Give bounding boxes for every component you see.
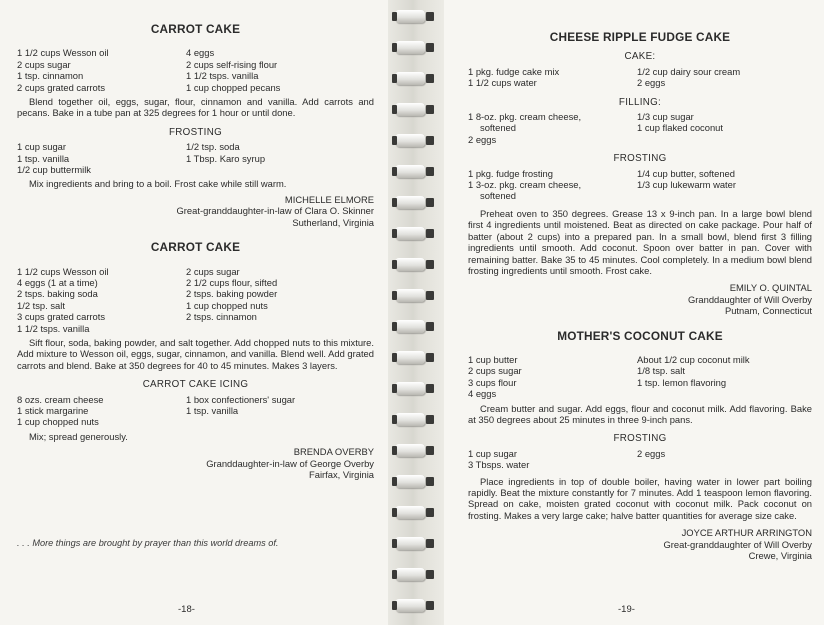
page-number: -19- bbox=[618, 604, 635, 615]
punch-hole bbox=[426, 136, 434, 145]
punch-hole bbox=[426, 570, 434, 579]
punch-hole bbox=[426, 601, 434, 610]
ingredient-column bbox=[186, 47, 374, 93]
ingredient: 2 cups sugar bbox=[186, 265, 240, 277]
ingredient: 1 8-oz. pkg. cream cheese, bbox=[468, 111, 582, 123]
punch-hole bbox=[392, 477, 397, 486]
punch-hole bbox=[426, 353, 434, 362]
signature bbox=[17, 446, 374, 480]
contributor-location: Putnam, Connecticut bbox=[724, 305, 812, 317]
recipe-title: CARROT CAKE bbox=[150, 240, 241, 255]
ingredient-column bbox=[186, 141, 374, 175]
ingredient: 1 cup chopped pecans bbox=[186, 81, 281, 93]
contributor-name: BRENDA OVERBY bbox=[293, 446, 374, 458]
ingredient: 1 1/2 cups Wesson oil bbox=[17, 47, 109, 59]
recipe-title: CHEESE RIPPLE FUDGE CAKE bbox=[549, 30, 731, 44]
punch-hole bbox=[392, 291, 397, 300]
contributor-relation: Great-granddaughter-in-law of Clara O. Skinner bbox=[176, 205, 374, 217]
spiral-coil bbox=[395, 599, 425, 612]
ingredient: softened bbox=[480, 122, 516, 134]
punch-hole bbox=[426, 167, 434, 176]
spiral-coil bbox=[395, 258, 425, 271]
section-heading: FROSTING bbox=[168, 126, 222, 138]
ingredient: 1 box confectioners' sugar bbox=[186, 393, 296, 405]
ingredient: 1 Tbsp. Karo syrup bbox=[186, 152, 266, 164]
ingredient: 2 eggs bbox=[468, 133, 497, 145]
ingredient: 1 cup butter bbox=[468, 353, 518, 365]
ingredient: 2 cups self-rising flour bbox=[186, 58, 278, 70]
directions: Blend together oil, eggs, sugar, flour, cinnamon and vanilla. Add carrots and pecans. Bake in a tube pan at 325 degrees for 1 hour or until done. bbox=[17, 96, 374, 119]
ingredient-list bbox=[17, 266, 374, 334]
ingredient-column bbox=[468, 448, 637, 471]
spiral-coil bbox=[395, 475, 425, 488]
ingredient: 1 1/2 tsps. vanilla bbox=[186, 70, 259, 82]
ingredient: 1 3-oz. pkg. cream cheese, bbox=[468, 179, 582, 191]
punch-hole bbox=[426, 74, 434, 83]
ingredient: 1 1/2 cups Wesson oil bbox=[17, 265, 109, 277]
punch-hole bbox=[426, 43, 434, 52]
spiral-coil bbox=[395, 165, 425, 178]
ingredient: 1 pkg. fudge cake mix bbox=[468, 65, 560, 77]
spiral-coil bbox=[395, 227, 425, 240]
punch-hole bbox=[392, 12, 397, 21]
punch-hole bbox=[392, 229, 397, 238]
ingredient: 1/3 cup lukewarm water bbox=[637, 179, 737, 191]
ingredient: 4 eggs (1 at a time) bbox=[17, 276, 98, 288]
spiral-coil bbox=[395, 10, 425, 23]
spiral-coil bbox=[395, 568, 425, 581]
ingredient-list bbox=[17, 394, 374, 428]
contributor-location: Fairfax, Virginia bbox=[309, 469, 374, 480]
contributor-name: EMILY O. QUINTAL bbox=[729, 282, 812, 294]
directions: Sift flour, soda, baking powder, and salt together. Add chopped nuts to this mixture. Add mixture to Wesson oil, eggs, sugar, cinnamon, and vanilla. Blend well. Add grated carrots and blend. Bake at 350 degrees for 40 to 45 minutes. Makes 3 layers. bbox=[17, 336, 374, 371]
ingredient: 1 tsp. vanilla bbox=[186, 404, 239, 416]
ingredient-column bbox=[637, 111, 812, 145]
ingredient: 1/2 tsp. salt bbox=[17, 299, 65, 311]
ingredient-column bbox=[186, 394, 374, 428]
spiral-coil bbox=[395, 196, 425, 209]
ingredient: 1 cup chopped nuts bbox=[17, 416, 99, 428]
ingredient: 1/2 tsp. soda bbox=[186, 141, 240, 153]
ingredient: 2 cups grated carrots bbox=[17, 81, 106, 93]
directions: Cream butter and sugar. Add eggs, flour and coconut milk. Add flavoring. Bake at 350 degrees about 25 minutes in three 9-inch pans. bbox=[468, 402, 812, 425]
left-page bbox=[0, 0, 388, 625]
section-heading: FROSTING bbox=[613, 433, 667, 445]
ingredient-column bbox=[468, 111, 637, 145]
punch-hole bbox=[392, 136, 397, 145]
punch-hole bbox=[392, 384, 397, 393]
punch-hole bbox=[392, 322, 397, 331]
directions: Preheat oven to 350 degrees. Grease 13 x 9-inch pan. In a large bowl blend first 4 ingredients until moistened. Beat as directed on cake package. Pour half of batter (about 2 cups) into a prepared pan. In a small bowl, blend first 3 filling ingredients until smooth. Add coconut. Spoon over batter in pan. Cover with remaining batter. Bake 35 to 45 minutes. Cool completely. In a medium bowl blend frosting ingredients until smooth. Frost cake. bbox=[468, 207, 812, 276]
spiral-binding bbox=[388, 0, 444, 625]
punch-hole bbox=[426, 198, 434, 207]
ingredient-list bbox=[468, 168, 812, 202]
punch-hole bbox=[392, 43, 397, 52]
ingredient: 1 1/2 cups water bbox=[468, 77, 537, 89]
punch-hole bbox=[426, 322, 434, 331]
punch-hole bbox=[426, 415, 434, 424]
contributor-location: Crewe, Virginia bbox=[748, 550, 812, 562]
directions: Place ingredients in top of double boiler, having water in lower part boiling rapidly. Beat the mixture constantly for 7 minutes. Add 1 teaspoon lemon flavoring. Spread on cake, moisten grated coconut with coconut milk. Pack coconut on frosting. Makes a very large cake; halve batter quantities for average size cake. bbox=[468, 475, 812, 521]
punch-hole bbox=[426, 12, 434, 21]
ingredient-list bbox=[468, 111, 812, 145]
ingredient-column bbox=[186, 266, 374, 334]
ingredient-list bbox=[17, 47, 374, 93]
punch-hole bbox=[426, 508, 434, 517]
ingredient: 4 eggs bbox=[468, 388, 497, 400]
ingredient: 2 eggs bbox=[637, 77, 666, 89]
punch-hole bbox=[426, 446, 434, 455]
ingredient: 2 1/2 cups flour, sifted bbox=[186, 276, 278, 288]
spiral-coil bbox=[395, 320, 425, 333]
punch-hole bbox=[392, 74, 397, 83]
ingredient-list bbox=[17, 141, 374, 175]
punch-hole bbox=[426, 229, 434, 238]
ingredient: 1 cup sugar bbox=[17, 141, 66, 153]
ingredient-column bbox=[17, 141, 186, 175]
ingredient: 1 1/2 tsps. vanilla bbox=[17, 322, 90, 334]
contributor-name: JOYCE ARTHUR ARRINGTON bbox=[681, 527, 812, 539]
punch-hole bbox=[392, 539, 397, 548]
ingredient: 1/3 cup sugar bbox=[637, 111, 694, 123]
contributor-relation: Granddaughter-in-law of George Overby bbox=[206, 457, 374, 469]
ingredient: 1 stick margarine bbox=[17, 404, 89, 416]
right-page bbox=[444, 0, 824, 625]
ingredient: 3 Tbsps. water bbox=[468, 459, 530, 471]
ingredient: 2 tsps. cinnamon bbox=[186, 311, 257, 323]
contributor-relation: Great-granddaughter of Will Overby bbox=[663, 538, 812, 550]
ingredient: 1 tsp. cinnamon bbox=[17, 70, 84, 82]
section-heading: CAKE: bbox=[624, 51, 656, 63]
punch-hole bbox=[426, 384, 434, 393]
ingredient-list bbox=[468, 354, 812, 400]
spiral-coil bbox=[395, 537, 425, 550]
ingredient-list bbox=[468, 66, 812, 89]
ingredient-column bbox=[17, 47, 186, 93]
ingredient: 8 ozs. cream cheese bbox=[17, 393, 104, 405]
punch-hole bbox=[392, 167, 397, 176]
ingredient: 3 cups flour bbox=[468, 376, 517, 388]
ingredient: 2 tsps. baking soda bbox=[17, 288, 98, 300]
ingredient: 1/2 cup buttermilk bbox=[17, 164, 91, 176]
ingredient-list bbox=[468, 448, 812, 471]
contributor-relation: Granddaughter of Will Overby bbox=[687, 293, 812, 305]
ingredient: 4 eggs bbox=[186, 47, 215, 59]
spiral-coil bbox=[395, 382, 425, 395]
punch-hole bbox=[392, 570, 397, 579]
punch-hole bbox=[392, 353, 397, 362]
ingredient: 2 cups sugar bbox=[17, 58, 71, 70]
punch-hole bbox=[392, 508, 397, 517]
ingredient-column bbox=[468, 354, 637, 400]
contributor-location: Sutherland, Virginia bbox=[292, 216, 374, 228]
recipe-title: MOTHER'S COCONUT CAKE bbox=[557, 328, 723, 343]
spiral-coil bbox=[395, 289, 425, 302]
punch-hole bbox=[426, 260, 434, 269]
punch-hole bbox=[426, 477, 434, 486]
ingredient: 2 tsps. baking powder bbox=[186, 288, 278, 300]
spiral-coil bbox=[395, 41, 425, 54]
page-quote: . . . More things are brought by prayer than this world dreams of. bbox=[17, 538, 279, 549]
ingredient: 1 pkg. fudge frosting bbox=[468, 167, 553, 179]
ingredient-column bbox=[637, 168, 812, 202]
signature bbox=[17, 194, 374, 228]
ingredient: 1 tsp. vanilla bbox=[17, 152, 70, 164]
ingredient: 1/8 tsp. salt bbox=[637, 365, 685, 377]
punch-hole bbox=[426, 105, 434, 114]
spiral-coil bbox=[395, 413, 425, 426]
punch-hole bbox=[392, 198, 397, 207]
ingredient-column bbox=[637, 66, 812, 89]
ingredient-column bbox=[637, 448, 812, 471]
ingredient-column bbox=[468, 168, 637, 202]
ingredient-column bbox=[17, 394, 186, 428]
ingredient: About 1/2 cup coconut milk bbox=[637, 353, 750, 365]
ingredient-column bbox=[17, 266, 186, 334]
signature bbox=[468, 282, 812, 316]
ingredient: 1 tsp. lemon flavoring bbox=[637, 376, 727, 388]
ingredient: softened bbox=[480, 190, 516, 202]
punch-hole bbox=[392, 105, 397, 114]
ingredient-column bbox=[637, 354, 812, 400]
punch-hole bbox=[392, 446, 397, 455]
section-heading: FROSTING bbox=[613, 153, 667, 165]
punch-hole bbox=[392, 601, 397, 610]
directions: Mix ingredients and bring to a boil. Frost cake while still warm. bbox=[29, 178, 287, 190]
spiral-coil bbox=[395, 444, 425, 457]
page-number: -18- bbox=[178, 604, 195, 615]
spiral-coil bbox=[395, 506, 425, 519]
ingredient: 2 eggs bbox=[637, 447, 666, 459]
ingredient: 1/4 cup butter, softened bbox=[637, 167, 735, 179]
spiral-coil bbox=[395, 72, 425, 85]
spiral-coil bbox=[395, 351, 425, 364]
signature bbox=[468, 527, 812, 561]
ingredient: 1 cup chopped nuts bbox=[186, 299, 268, 311]
ingredient: 2 cups sugar bbox=[468, 365, 522, 377]
ingredient: 1 cup sugar bbox=[468, 447, 517, 459]
punch-hole bbox=[392, 260, 397, 269]
punch-hole bbox=[426, 539, 434, 548]
punch-hole bbox=[426, 291, 434, 300]
section-heading: FILLING: bbox=[618, 96, 662, 108]
contributor-name: MICHELLE ELMORE bbox=[284, 193, 374, 205]
section-heading: CARROT CAKE ICING bbox=[142, 379, 249, 391]
ingredient: 1/2 cup dairy sour cream bbox=[637, 65, 741, 77]
directions: Mix; spread generously. bbox=[29, 430, 128, 442]
ingredient: 1 cup flaked coconut bbox=[637, 122, 723, 134]
recipe-title: CARROT CAKE bbox=[150, 22, 241, 36]
ingredient-column bbox=[468, 66, 637, 89]
punch-hole bbox=[392, 415, 397, 424]
ingredient: 3 cups grated carrots bbox=[17, 311, 106, 323]
spiral-coil bbox=[395, 134, 425, 147]
spiral-coil bbox=[395, 103, 425, 116]
